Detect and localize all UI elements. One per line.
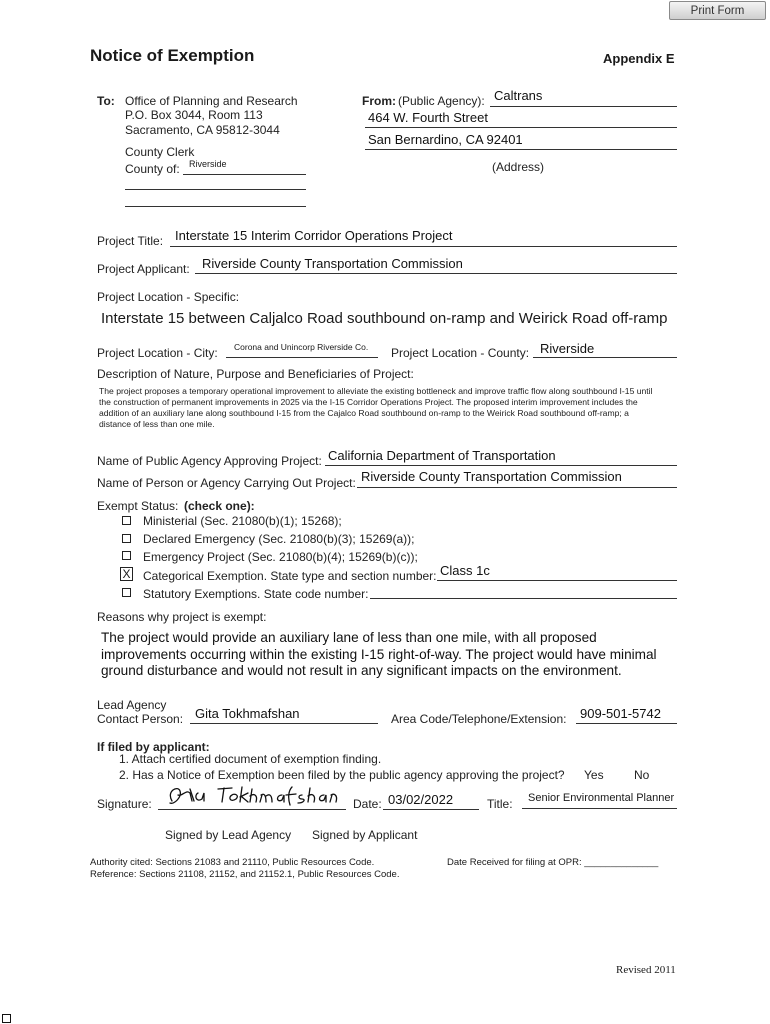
exempt-status-label: Exempt Status: [97,499,179,513]
declared-emergency-checkbox[interactable] [122,534,131,543]
project-applicant-label: Project Applicant: [97,262,190,276]
approving-agency-field[interactable]: California Department of Transportation [328,448,556,463]
if-filed-item-1: 1. Attach certified document of exemption finding. [119,752,382,766]
to-address-line: Office of Planning and Research [125,94,298,108]
title-underline [522,808,677,809]
phone-underline [576,723,677,724]
emergency-project-checkbox[interactable] [122,551,131,560]
contact-person-label: Contact Person: [97,712,184,726]
address-underline [365,127,677,128]
description-field[interactable]: The project proposes a temporary operational improvement to alleviate the existing bottleneck and improve traffic flow along southbound I-15 until the construction of permanent improvements in 2025 via the I-15 Corridor Operations Project. The proposed interim improvement includes the addition of an auxiliary lane along southbound I-15 from the Cajalco Road southbound on-ramp to the Weirick Road southbound off-ramp; a distance of less than one mile. [99,386,653,429]
yes-option[interactable]: Yes [584,768,604,782]
revised-label: Revised 2011 [616,964,676,976]
project-title-underline [170,246,677,247]
reference-text: Reference: Sections 21108, 21152, and 21152.1, Public Resources Code. [90,869,400,880]
phone-field[interactable]: 909-501-5742 [580,706,661,721]
location-county-label: Project Location - County: [391,346,530,360]
public-agency-field[interactable]: Caltrans [494,88,543,103]
location-specific-label: Project Location - Specific: [97,290,240,304]
blank-line [125,189,306,190]
to-address-line: P.O. Box 3044, Room 113 [125,108,263,122]
exempt-status-hint: (check one): [184,499,255,513]
public-agency-underline [490,106,677,107]
location-county-underline [533,357,677,358]
no-option[interactable]: No [634,768,650,782]
approving-agency-underline [325,465,677,466]
date-underline [383,809,479,810]
carrying-out-underline [357,487,677,488]
print-form-button[interactable]: Print Form [669,1,766,20]
carrying-out-field[interactable]: Riverside County Transportation Commission [361,469,622,484]
county-of-field[interactable]: Riverside [189,159,227,169]
signature-label: Signature: [97,797,152,811]
ministerial-label: Ministerial (Sec. 21080(b)(1); 15268); [143,514,342,528]
statutory-exemption-checkbox[interactable] [122,588,131,597]
signature-image [160,783,340,809]
if-filed-item-2: 2. Has a Notice of Exemption been filed by the public agency approving the project? [119,768,565,782]
appendix-label: Appendix E [603,51,675,66]
signature-underline [158,809,346,810]
reasons-label: Reasons why project is exempt: [97,610,267,624]
declared-emergency-label: Declared Emergency (Sec. 21080(b)(3); 15269(a)); [143,532,415,546]
description-label: Description of Nature, Purpose and Beneficiaries of Project: [97,367,414,381]
location-city-label: Project Location - City: [97,346,218,360]
title-label: Title: [487,797,513,811]
public-agency-label: (Public Agency): [398,94,485,108]
location-county-field[interactable]: Riverside [540,341,595,356]
categorical-exemption-checkbox[interactable]: X [120,567,133,581]
date-received-field[interactable]: Date Received for filing at OPR: ______________ [447,857,659,868]
location-city-underline [226,357,378,358]
location-city-field[interactable]: Corona and Unincorp Riverside Co. [234,342,369,352]
signed-by-applicant[interactable]: Signed by Applicant [312,828,418,842]
authority-cited: Authority cited: Sections 21083 and 21110, Public Resources Code. [90,857,375,868]
contact-person-underline [190,723,378,724]
carrying-out-label: Name of Person or Agency Carrying Out Project: [97,476,356,490]
to-label: To: [97,94,115,108]
categorical-exemption-underline [437,580,677,581]
project-title-field[interactable]: Interstate 15 Interim Corridor Operations Project [175,228,453,243]
phone-label: Area Code/Telephone/Extension: [391,712,567,726]
blank-line [125,206,306,207]
lead-agency-label: Lead Agency [97,698,167,712]
categorical-exemption-field[interactable]: Class 1c [440,563,490,578]
signed-by-lead-agency[interactable]: Signed by Lead Agency [165,828,292,842]
categorical-exemption-label: Categorical Exemption. State type and section number: [143,569,437,583]
statutory-exemption-label: Statutory Exemptions. State code number: [143,587,369,601]
statutory-exemption-underline [370,598,677,599]
address-caption: (Address) [492,160,545,174]
address-line1-field[interactable]: 464 W. Fourth Street [368,110,488,125]
date-field[interactable]: 03/02/2022 [388,792,454,807]
if-filed-label: If filed by applicant: [97,740,210,754]
project-applicant-underline [195,273,677,274]
county-of-label: County of: [125,162,180,176]
project-applicant-field[interactable]: Riverside County Transportation Commission [202,256,463,271]
address-line2-field[interactable]: San Bernardino, CA 92401 [368,132,523,147]
date-label: Date: [353,797,382,811]
page-title: Notice of Exemption [90,46,255,65]
to-address-line: Sacramento, CA 95812-3044 [125,123,280,137]
emergency-project-label: Emergency Project (Sec. 21080(b)(4); 15269(b)(c)); [143,550,418,564]
title-field[interactable]: Senior Environmental Planner [528,792,675,804]
from-label: From: [362,94,396,108]
project-title-label: Project Title: [97,234,164,248]
address-underline [365,149,677,150]
corner-checkbox[interactable] [2,1014,11,1023]
location-specific-field[interactable]: Interstate 15 between Caljalco Road southbound on-ramp and Weirick Road off-ramp [101,310,668,327]
approving-agency-label: Name of Public Agency Approving Project: [97,454,322,468]
county-of-underline [183,174,306,175]
reasons-field[interactable]: The project would provide an auxiliary lane of less than one mile, with all proposed improvements occurring within the existing I-15 right-of-way. The project would have minimal ground disturbance and would not result in any significant impacts on the environment. [101,630,657,678]
county-clerk-label: County Clerk [125,145,195,159]
ministerial-checkbox[interactable] [122,516,131,525]
contact-person-field[interactable]: Gita Tokhmafshan [195,706,300,721]
